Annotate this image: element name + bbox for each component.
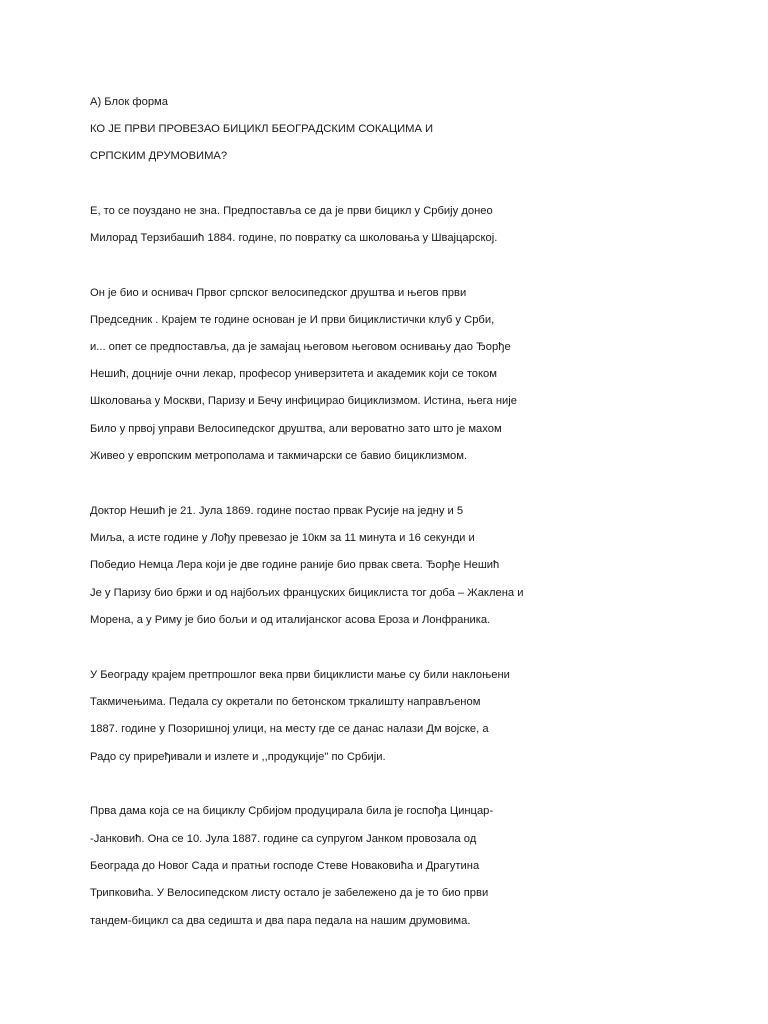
paragraph-2-line-1: Он је био и оснивач Првог српског велосипедског друштва и његов први xyxy=(90,287,467,299)
paragraph-2-line-4: Нешић, доцније очни лекар, професор универзитета и академик који се током xyxy=(90,368,497,380)
document-title-line-2: СРПСКИМ ДРУМОВИМА? xyxy=(90,150,228,162)
paragraph-2-line-2: Председник . Крајем те године основан је И први бициклистички клуб у Срби, xyxy=(90,314,495,326)
paragraph-2-line-7: Живео у европским метрополама и такмичарски се бавио бициклизмом. xyxy=(90,450,468,462)
paragraph-4-line-2: Такмичењима. Педала су окретали по бетонском тркалишту направљеном xyxy=(90,696,481,708)
paragraph-5-line-2: -Јанковић. Она се 10. Јула 1887. године са супругом Јанком провозала од xyxy=(90,833,477,845)
paragraph-2-line-3: и... опет се предпоставља, да је замајац његовом његовом оснивању дао Ђорђе xyxy=(90,341,511,353)
paragraph-3-line-3: Победио Немца Лера који је две године раније био првак света. Ђорђе Нешић xyxy=(90,559,500,571)
paragraph-5-line-3: Београда до Новог Сада и пратњи господе Стеве Новаковића и Драгутина xyxy=(90,860,480,872)
section-label: А) Блок форма xyxy=(90,96,168,108)
paragraph-3-line-2: Миља, а исте године у Лођу превезао је 10км за 11 минута и 16 секунди и xyxy=(90,532,475,544)
document-title-line-1: КО ЈЕ ПРВИ ПРОВЕЗАО БИЦИКЛ БЕОГРАДСКИМ СОКАЦИМА И xyxy=(90,123,434,135)
paragraph-4-line-3: 1887. године у Позоришној улици, на месту где се данас налази Дм војске, а xyxy=(90,723,489,735)
paragraph-1-line-1: Е, то се поуздано не зна. Предпоставља се да је први бицикл у Србију донео xyxy=(90,205,493,217)
paragraph-3-line-5: Морена, а у Риму је био бољи и од италијанског асова Ероза и Лонфраника. xyxy=(90,614,491,626)
paragraph-4-line-1: У Београду крајем претпрошлог века први бициклисти мање су били наклоњени xyxy=(90,669,510,681)
paragraph-3-line-4: Је у Паризу био бржи и од најбољих француских бициклиста тог доба – Жаклена и xyxy=(90,587,524,599)
paragraph-4-line-4: Радо су приређивали и излете и ,,продукције" по Србији. xyxy=(90,751,386,763)
paragraph-2-line-5: Школовања у Москви, Паризу и Бечу инфицирао бициклизмом. Истина, њега није xyxy=(90,395,517,407)
paragraph-2-line-6: Било у првој управи Велосипедског друштва, али вероватно зато што је махом xyxy=(90,423,502,435)
paragraph-1-line-2: Милорад Терзибашић 1884. године, по повратку са школовања у Швајцарској. xyxy=(90,232,498,244)
paragraph-5-line-4: Трипковића. У Велосипедском листу остало је забележено да је то био први xyxy=(90,887,489,899)
paragraph-3-line-1: Доктор Нешић је 21. Јула 1869. године постао првак Русије на једну и 5 xyxy=(90,505,464,517)
paragraph-5-line-5: тандем-бицикл са два седишта и два пара педала на нашим друмовима. xyxy=(90,915,471,927)
paragraph-5-line-1: Прва дама која се на бициклу Србијом продуцирала била је госпођа Цинцар- xyxy=(90,805,494,817)
